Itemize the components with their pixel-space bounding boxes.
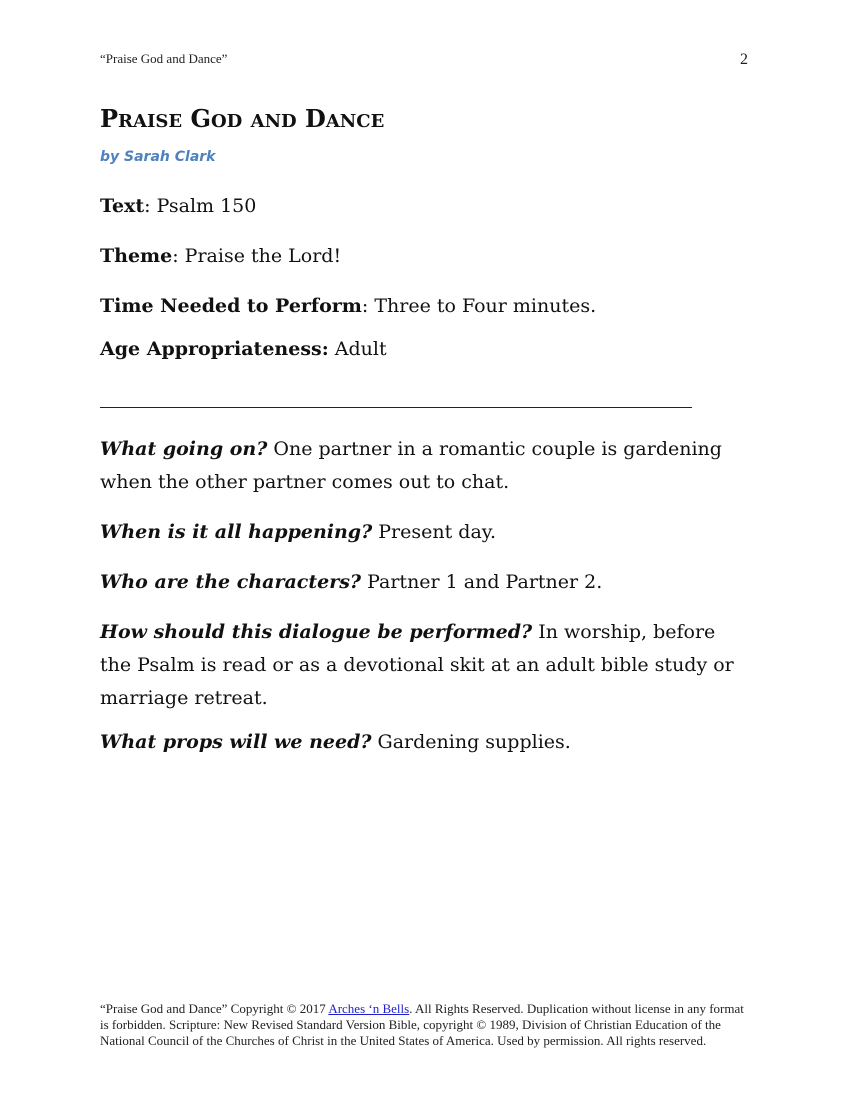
page-title (100, 104, 384, 133)
title-initial-2: G (190, 104, 211, 133)
qa-question: What props will we need? (100, 731, 372, 753)
author-byline: by Sarah Clark (100, 149, 216, 165)
qa-question: Who are the characters? (100, 571, 362, 593)
field-text-value: : Psalm 150 (144, 195, 257, 217)
section-divider (100, 407, 692, 408)
footer-text-start: “Praise God and Dance” Copyright © 2017 (100, 1001, 329, 1016)
page-number: 2 (740, 51, 748, 68)
qa-answer: Partner 1 and Partner 2. (361, 571, 603, 593)
footer-text-end: . All Rights Reserved. Duplication without license in any format is forbidden. Scripture: New Revised Standard Version Bible, copyright © 1989, Division of Christian Education of the National Council of the Churches of Christ in the United States of America. Used by permission. All rights reserved. (100, 1001, 744, 1048)
field-age (100, 338, 387, 360)
qa-item (100, 433, 750, 499)
qa-answer: Present day. (372, 521, 497, 543)
copyright-footer (100, 1001, 750, 1049)
field-age-value: Adult (328, 338, 387, 360)
running-header-title: “Praise God and Dance” (100, 51, 228, 66)
qa-answer: One partner in a romantic couple is gardening when the other partner comes out to chat. (100, 438, 722, 493)
qa-answer: In worship, before the Psalm is read or as a devotional skit at an adult bible study or marriage retreat. (100, 621, 734, 709)
title-word-and: AND (250, 111, 297, 132)
field-time-value: : Three to Four minutes. (361, 295, 597, 317)
title-initial-3: D (305, 104, 326, 133)
qa-question: When is it all happening? (100, 521, 373, 543)
qa-question: How should this dialogue be performed? (100, 621, 533, 643)
title-word-2: OD (210, 111, 243, 132)
title-initial-1: P (100, 104, 119, 133)
qa-item (100, 566, 750, 599)
qa-item (100, 516, 750, 549)
title-word-3: ANCE (325, 111, 385, 132)
field-time-label: Time Needed to Perform (100, 295, 362, 317)
field-theme-value: : Praise the Lord! (172, 245, 342, 267)
qa-answer: Gardening supplies. (371, 731, 571, 753)
field-text (100, 195, 256, 217)
field-text-label: Text (100, 195, 145, 217)
qa-item (100, 616, 750, 715)
qa-item (100, 726, 750, 759)
field-theme (100, 245, 341, 267)
field-time (100, 295, 596, 317)
title-word-1: RAISE (118, 111, 183, 132)
qa-question: What going on? (100, 438, 268, 460)
publisher-link[interactable]: Arches ‘n Bells (328, 1001, 410, 1016)
field-age-label: Age Appropriateness: (100, 338, 329, 360)
field-theme-label: Theme (100, 245, 173, 267)
